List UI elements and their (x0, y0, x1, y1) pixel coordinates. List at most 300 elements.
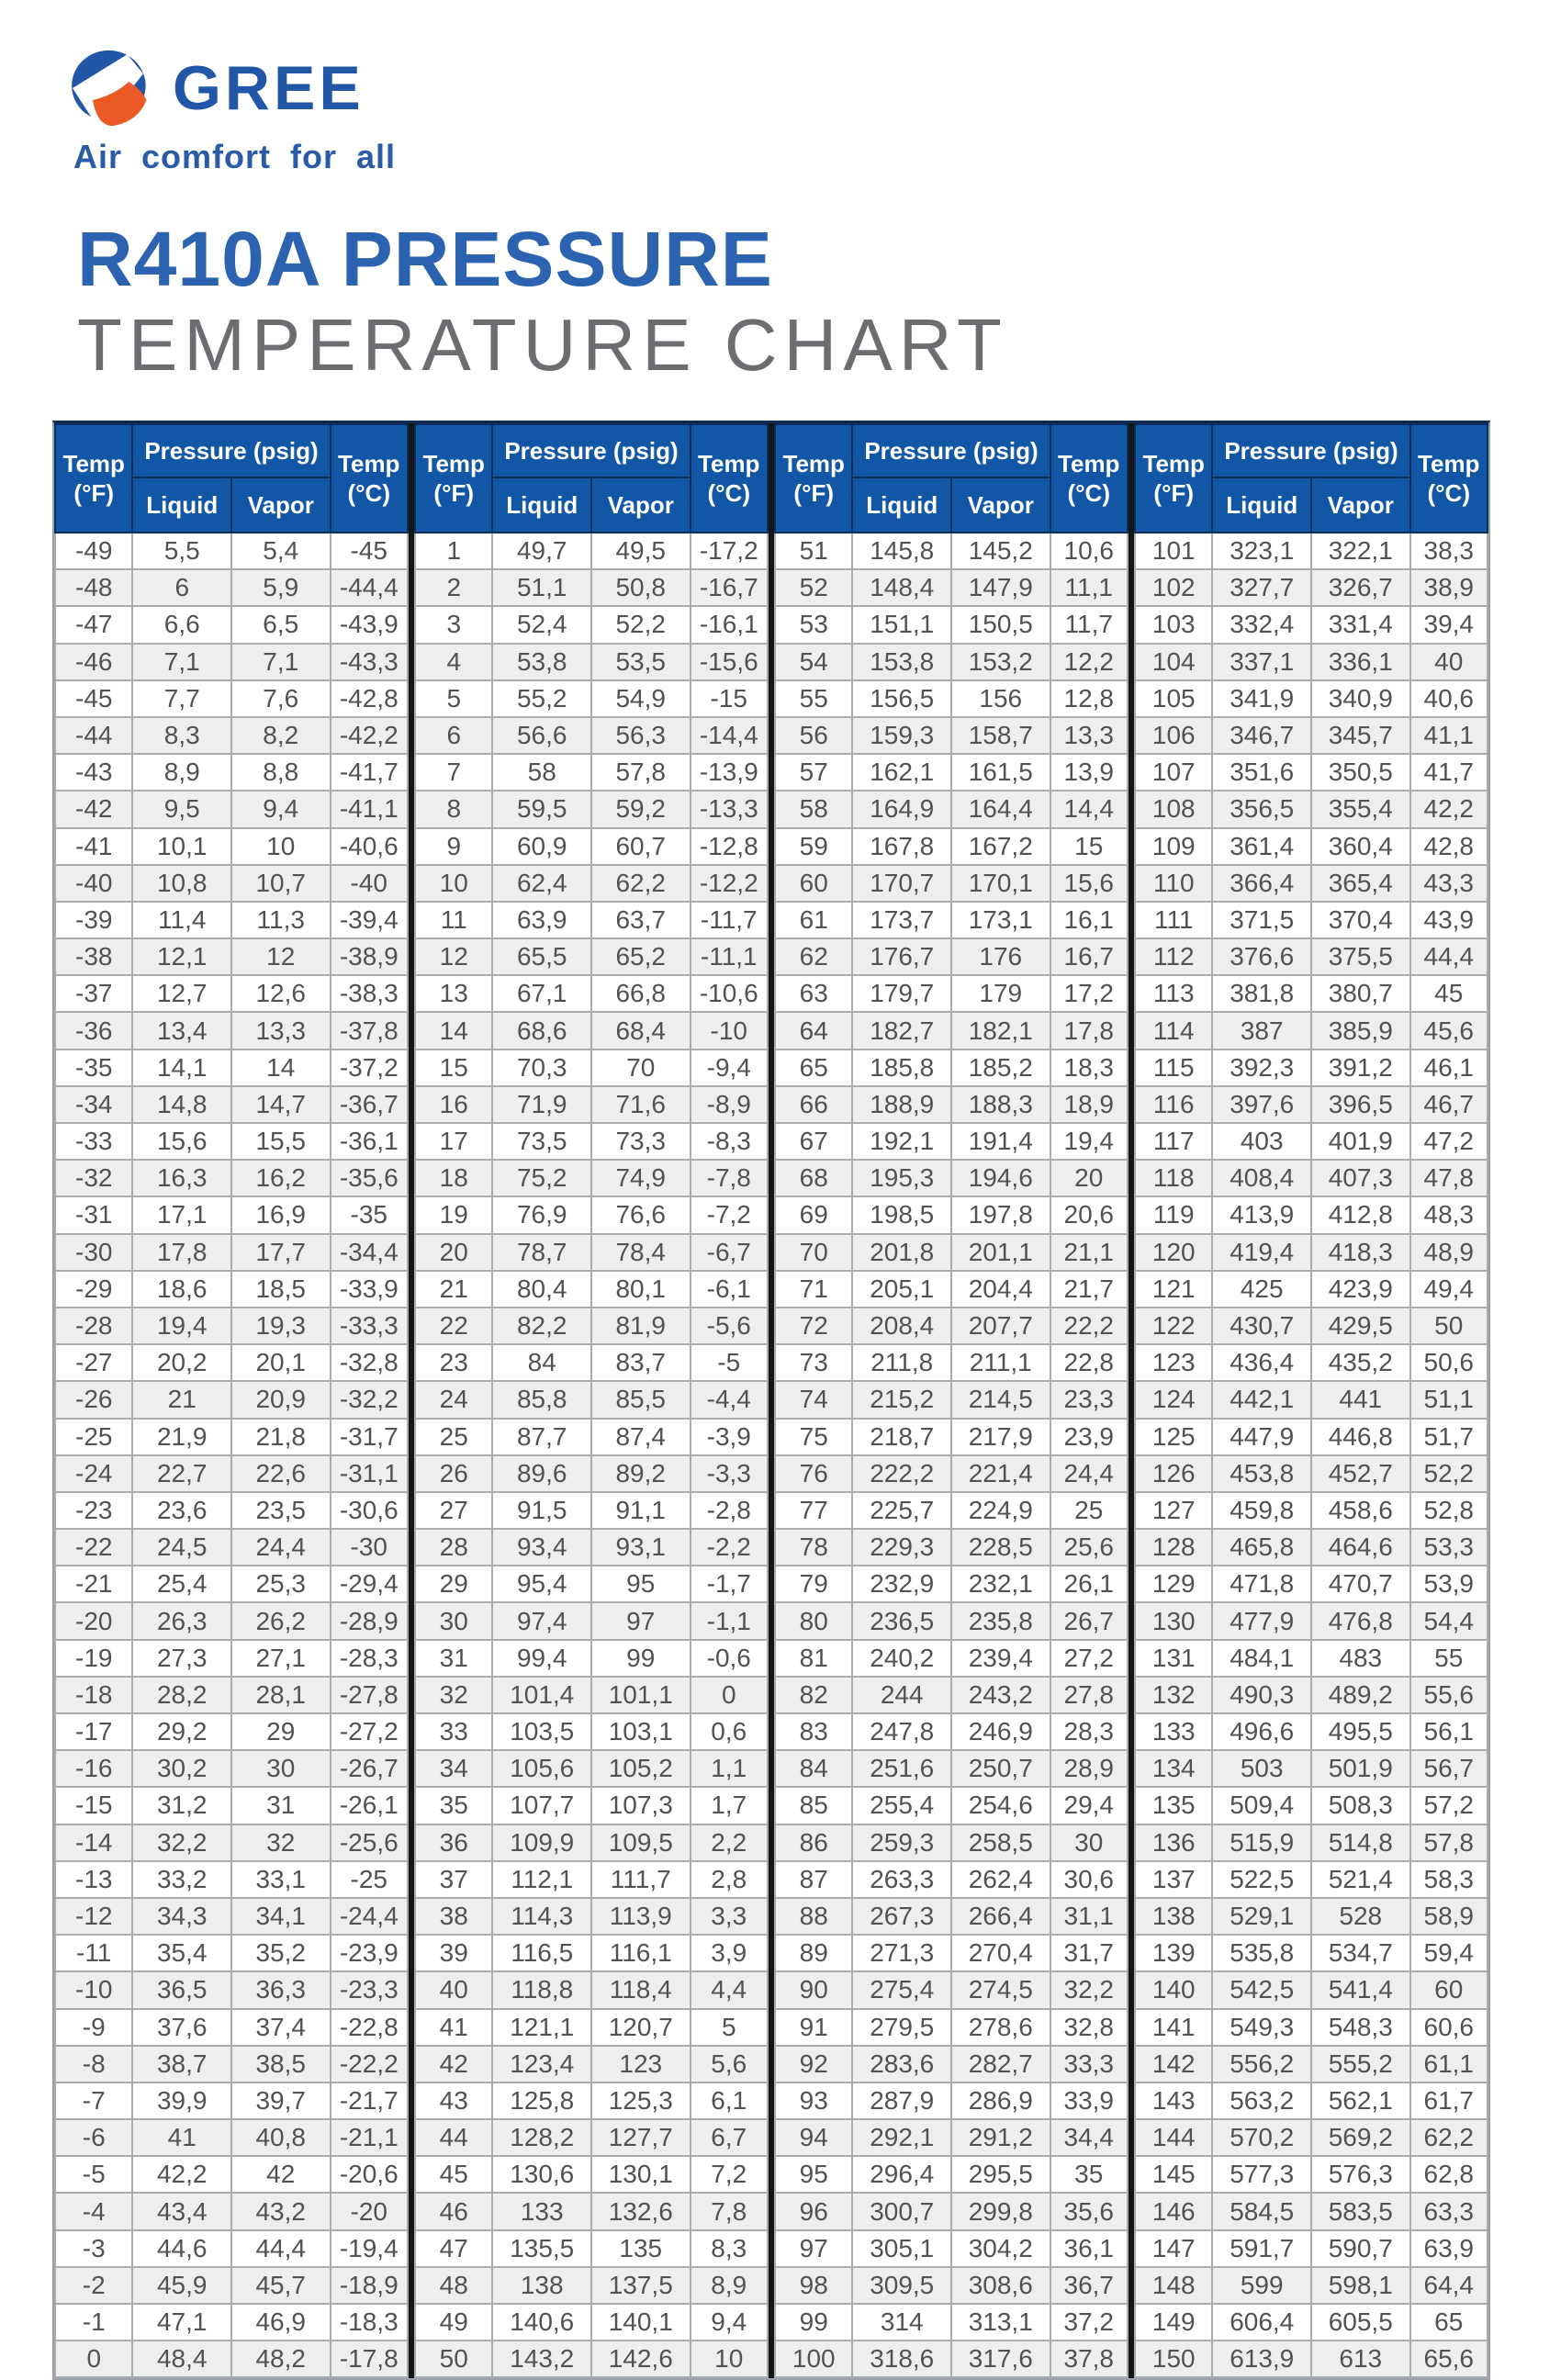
table-row (415, 1455, 768, 1492)
table-cell: 129 (1135, 1566, 1212, 1602)
table-cell: -1 (55, 2304, 132, 2341)
table-cell: 195,3 (852, 1160, 951, 1196)
table-row (55, 1713, 408, 1750)
table-cell: 86 (775, 1824, 852, 1861)
table-row (55, 865, 408, 902)
table-cell: 549,3 (1212, 2009, 1311, 2046)
table-cell: -35,6 (331, 1160, 409, 1196)
table-cell: 62,8 (1410, 2156, 1488, 2193)
table-cell: 11,1 (1050, 569, 1129, 606)
col-header-temp-f: Temp (°F) (1135, 424, 1212, 533)
table-cell: -23,3 (331, 1971, 409, 2008)
table-cell: 408,4 (1212, 1160, 1311, 1196)
table-cell: 91,1 (591, 1492, 691, 1529)
table-cell: 308,6 (951, 2267, 1050, 2304)
table-cell: -17,8 (331, 2341, 409, 2377)
table-cell: 0 (691, 1677, 769, 1713)
table-cell: 239,4 (951, 1640, 1050, 1677)
table-cell: 65 (1410, 2304, 1488, 2341)
table-row (775, 1160, 1128, 1196)
table-cell: 542,5 (1212, 1971, 1311, 2008)
table-cell: 24,5 (132, 1529, 231, 1566)
table-cell: -25,6 (331, 1824, 409, 1861)
table-cell: 496,6 (1212, 1713, 1311, 1750)
table-row (1135, 1196, 1488, 1233)
table-cell: 57,2 (1410, 1787, 1488, 1824)
table-cell: 46 (415, 2193, 492, 2229)
table-cell: 9 (415, 828, 492, 865)
table-cell: 38 (415, 1898, 492, 1935)
table-row (415, 1750, 768, 1787)
table-cell: 50 (1410, 1308, 1488, 1344)
table-row (775, 1529, 1128, 1566)
table-cell: 114 (1135, 1012, 1212, 1049)
table-cell: 429,5 (1311, 1308, 1410, 1344)
table-cell: 266,4 (951, 1898, 1050, 1935)
table-cell: -8,9 (691, 1086, 769, 1123)
table-row (55, 1196, 408, 1233)
table-cell: -6,1 (691, 1271, 769, 1308)
table-cell: 453,8 (1212, 1455, 1311, 1492)
table-cell: 132,6 (591, 2193, 691, 2229)
table-row (1135, 1344, 1488, 1381)
table-cell: 50,6 (1410, 1344, 1488, 1381)
table-row (415, 1529, 768, 1566)
table-cell: 173,1 (951, 902, 1050, 938)
table-cell: 109,5 (591, 1824, 691, 1861)
table-row (55, 791, 408, 827)
table-cell: 48 (415, 2267, 492, 2304)
table-cell: -36,7 (331, 1086, 409, 1123)
table-cell: 119 (1135, 1196, 1212, 1233)
table-cell: 84 (775, 1750, 852, 1787)
table-cell: 13,3 (231, 1012, 331, 1049)
table-row (415, 606, 768, 643)
table-cell: 197,8 (951, 1196, 1050, 1233)
table-cell: 75,2 (492, 1160, 591, 1196)
table-cell: 32,2 (1050, 1971, 1129, 2008)
table-cell: 240,2 (852, 1640, 951, 1677)
table-cell: 250,7 (951, 1750, 1050, 1787)
table-cell: 76 (775, 1455, 852, 1492)
table-cell: 9,5 (132, 791, 231, 827)
table-row (775, 2230, 1128, 2267)
table-cell: 123 (591, 2046, 691, 2082)
table-cell: 205,1 (852, 1271, 951, 1308)
table-cell: 21,1 (1050, 1234, 1129, 1271)
table-row (775, 1492, 1128, 1529)
table-cell: -32,2 (331, 1381, 409, 1418)
table-cell: 555,2 (1311, 2046, 1410, 2082)
table-cell: 346,7 (1212, 717, 1311, 754)
pt-table-3 (774, 423, 1129, 2378)
table-cell: 43,3 (1410, 865, 1488, 902)
table-row (55, 2304, 408, 2341)
table-row (415, 1640, 768, 1677)
table-cell: 459,8 (1212, 1492, 1311, 1529)
table-cell: 35,4 (132, 1935, 231, 1971)
table-cell: -33 (55, 1123, 132, 1160)
table-row (1135, 717, 1488, 754)
table-cell: 78,4 (591, 1234, 691, 1271)
table-cell: 54 (775, 644, 852, 680)
table-cell: 10,6 (1050, 533, 1129, 569)
table-cell: -45 (331, 533, 409, 569)
table-cell: 65,5 (492, 938, 591, 975)
table-row (415, 680, 768, 717)
table-cell: 361,4 (1212, 828, 1311, 865)
table-cell: 356,5 (1212, 791, 1311, 827)
table-cell: -36,1 (331, 1123, 409, 1160)
table-cell: -17,2 (691, 533, 769, 569)
table-cell: 25,3 (231, 1566, 331, 1602)
table-cell: 430,7 (1212, 1308, 1311, 1344)
table-cell: 10 (231, 828, 331, 865)
table-cell: 41 (415, 2009, 492, 2046)
table-cell: 37,6 (132, 2009, 231, 2046)
table-cell: -16,7 (691, 569, 769, 606)
table-cell: 194,6 (951, 1160, 1050, 1196)
table-cell: -25 (55, 1419, 132, 1455)
table-cell: 97,4 (492, 1602, 591, 1639)
col-header-vapor: Vapor (951, 477, 1050, 533)
table-cell: 142 (1135, 2046, 1212, 2082)
table-row (1135, 1012, 1488, 1049)
table-cell: 55,2 (492, 680, 591, 717)
table-cell: 130,1 (591, 2156, 691, 2193)
table-cell: -8 (55, 2046, 132, 2082)
table-cell: -4 (55, 2193, 132, 2229)
table-cell: 11,4 (132, 902, 231, 938)
table-row (55, 2267, 408, 2304)
table-row (775, 2046, 1128, 2082)
table-cell: 283,6 (852, 2046, 951, 2082)
table-cell: 36,1 (1050, 2230, 1129, 2267)
table-cell: 24,4 (1050, 1455, 1129, 1492)
table-row (415, 2304, 768, 2341)
table-cell: 17,2 (1050, 975, 1129, 1012)
table-cell: 16,7 (1050, 938, 1129, 975)
table-cell: 33,2 (132, 1861, 231, 1898)
table-row (1135, 1713, 1488, 1750)
table-cell: 12 (415, 938, 492, 975)
table-row (775, 2082, 1128, 2119)
table-row (415, 1898, 768, 1935)
table-cell: 351,6 (1212, 754, 1311, 791)
table-row (415, 2156, 768, 2193)
table-cell: 12,1 (132, 938, 231, 975)
table-cell: 15 (1050, 828, 1129, 865)
table-cell: 116,5 (492, 1935, 591, 1971)
table-row (1135, 754, 1488, 791)
table-cell: 71,9 (492, 1086, 591, 1123)
table-row (775, 2119, 1128, 2156)
table-row (1135, 1602, 1488, 1639)
table-cell: 217,9 (951, 1419, 1050, 1455)
table-cell: 304,2 (951, 2230, 1050, 2267)
table-cell: 20 (415, 1234, 492, 1271)
table-cell: -49 (55, 533, 132, 569)
table-cell: 153,8 (852, 644, 951, 680)
table-cell: 7,8 (691, 2193, 769, 2229)
table-cell: 577,3 (1212, 2156, 1311, 2193)
table-cell: 142,6 (591, 2341, 691, 2377)
table-cell: 569,2 (1311, 2119, 1410, 2156)
table-cell: 495,5 (1311, 1713, 1410, 1750)
table-cell: 97 (591, 1602, 691, 1639)
table-cell: 34 (415, 1750, 492, 1787)
table-cell: 327,7 (1212, 569, 1311, 606)
table-row (55, 1160, 408, 1196)
table-cell: -26,1 (331, 1787, 409, 1824)
table-cell: 47 (415, 2230, 492, 2267)
table-cell: 38,5 (231, 2046, 331, 2082)
table-cell: 31,1 (1050, 1898, 1129, 1935)
table-cell: 17,1 (132, 1196, 231, 1233)
table-row (415, 1123, 768, 1160)
table-cell: 60,7 (591, 828, 691, 865)
table-cell: -4,4 (691, 1381, 769, 1418)
table-row (415, 717, 768, 754)
table-cell: 12,2 (1050, 644, 1129, 680)
table-row (775, 1750, 1128, 1787)
table-cell: -38,3 (331, 975, 409, 1012)
table-cell: 563,2 (1212, 2082, 1311, 2119)
table-cell: -1,7 (691, 1566, 769, 1602)
table-cell: 113 (1135, 975, 1212, 1012)
table-cell: 87 (775, 1861, 852, 1898)
table-row (1135, 1935, 1488, 1971)
table-row (775, 1898, 1128, 1935)
table-cell: 224,9 (951, 1492, 1050, 1529)
table-cell: 46,7 (1410, 1086, 1488, 1123)
table-row (55, 1050, 408, 1086)
table-cell: 318,6 (852, 2341, 951, 2377)
table-cell: 19,4 (1050, 1123, 1129, 1160)
table-cell: 48,2 (231, 2341, 331, 2377)
table-cell: 63,9 (492, 902, 591, 938)
table-cell: 340,9 (1311, 680, 1410, 717)
table-row (55, 606, 408, 643)
table-cell: 232,9 (852, 1566, 951, 1602)
table-cell: -25 (331, 1861, 409, 1898)
table-cell: 31,7 (1050, 1935, 1129, 1971)
table-cell: 47,8 (1410, 1160, 1488, 1196)
table-cell: 381,8 (1212, 975, 1311, 1012)
table-cell: 244 (852, 1677, 951, 1713)
col-header-temp-c: Temp (°C) (331, 424, 409, 533)
table-cell: 130 (1135, 1602, 1212, 1639)
pt-table-group-2 (409, 423, 769, 2378)
table-cell: 56,7 (1410, 1750, 1488, 1787)
table-cell: 58 (775, 791, 852, 827)
table-cell: 13 (415, 975, 492, 1012)
table-cell: 42,8 (1410, 828, 1488, 865)
table-cell: 111 (1135, 902, 1212, 938)
table-cell: -13,9 (691, 754, 769, 791)
table-cell: 58,3 (1410, 1861, 1488, 1898)
table-row (415, 1012, 768, 1049)
table-cell: 18,9 (1050, 1086, 1129, 1123)
table-row (775, 1713, 1128, 1750)
table-cell: 584,5 (1212, 2193, 1311, 2229)
table-cell: 156,5 (852, 680, 951, 717)
table-cell: -44 (55, 717, 132, 754)
table-cell: 109,9 (492, 1824, 591, 1861)
table-cell: 8,2 (231, 717, 331, 754)
table-cell: 15,6 (1050, 865, 1129, 902)
table-cell: 48,3 (1410, 1196, 1488, 1233)
table-cell: 27 (415, 1492, 492, 1529)
table-cell: 71,6 (591, 1086, 691, 1123)
table-row (1135, 1861, 1488, 1898)
table-cell: 151,1 (852, 606, 951, 643)
table-cell: 8,9 (691, 2267, 769, 2304)
table-row (775, 569, 1128, 606)
table-cell: -14,4 (691, 717, 769, 754)
table-row (55, 1566, 408, 1602)
table-cell: 380,7 (1311, 975, 1410, 1012)
table-cell: 108 (1135, 791, 1212, 827)
table-cell: 45 (415, 2156, 492, 2193)
table-cell: 21,9 (132, 1419, 231, 1455)
table-cell: 401,9 (1311, 1123, 1410, 1160)
table-cell: 6,7 (691, 2119, 769, 2156)
table-cell: 317,6 (951, 2341, 1050, 2377)
table-cell: 73 (775, 1344, 852, 1381)
table-cell: 355,4 (1311, 791, 1410, 827)
table-cell: -27 (55, 1344, 132, 1381)
col-header-temp-f: Temp (°F) (415, 424, 492, 533)
table-cell: 392,3 (1212, 1050, 1311, 1086)
table-row (55, 2082, 408, 2119)
table-cell: 66 (775, 1086, 852, 1123)
table-cell: 26,1 (1050, 1566, 1129, 1602)
table-cell: 23,5 (231, 1492, 331, 1529)
table-cell: 51,1 (492, 569, 591, 606)
table-cell: 147 (1135, 2230, 1212, 2267)
table-cell: -24,4 (331, 1898, 409, 1935)
table-row (415, 2267, 768, 2304)
table-cell: -39 (55, 902, 132, 938)
table-cell: 140,1 (591, 2304, 691, 2341)
table-cell: -37 (55, 975, 132, 1012)
table-cell: 263,3 (852, 1861, 951, 1898)
table-cell: 57 (775, 754, 852, 791)
table-cell: 185,2 (951, 1050, 1050, 1086)
pt-table-group-1 (54, 423, 409, 2378)
table-cell: 55 (1410, 1640, 1488, 1677)
table-cell: 107,7 (492, 1787, 591, 1824)
table-cell: 40,6 (1410, 680, 1488, 717)
table-cell: 148,4 (852, 569, 951, 606)
table-cell: 128 (1135, 1529, 1212, 1566)
table-cell: 5,9 (231, 569, 331, 606)
table-cell: -42,8 (331, 680, 409, 717)
table-cell: 365,4 (1311, 865, 1410, 902)
table-cell: 446,8 (1311, 1419, 1410, 1455)
table-row (775, 1787, 1128, 1824)
table-cell: 185,8 (852, 1050, 951, 1086)
table-row (55, 1640, 408, 1677)
table-cell: 471,8 (1212, 1566, 1311, 1602)
table-cell: 104 (1135, 644, 1212, 680)
table-row (1135, 1308, 1488, 1344)
table-cell: 521,4 (1311, 1861, 1410, 1898)
table-cell: 17,8 (1050, 1012, 1129, 1049)
table-cell: 158,7 (951, 717, 1050, 754)
table-cell: 63 (775, 975, 852, 1012)
table-row (415, 1419, 768, 1455)
table-row (1135, 902, 1488, 938)
table-cell: 350,5 (1311, 754, 1410, 791)
table-cell: 2,2 (691, 1824, 769, 1861)
table-cell: 78,7 (492, 1234, 591, 1271)
table-cell: 275,4 (852, 1971, 951, 2008)
table-cell: 326,7 (1311, 569, 1410, 606)
table-cell: -42 (55, 791, 132, 827)
table-row (55, 2341, 408, 2377)
table-cell: 3,3 (691, 1898, 769, 1935)
table-cell: 29,4 (1050, 1787, 1129, 1824)
table-cell: 56,6 (492, 717, 591, 754)
table-cell: 80,4 (492, 1271, 591, 1308)
table-cell: 140,6 (492, 2304, 591, 2341)
table-cell: 33,1 (231, 1861, 331, 1898)
table-cell: 14 (231, 1050, 331, 1086)
table-cell: 548,3 (1311, 2009, 1410, 2046)
table-cell: 77 (775, 1492, 852, 1529)
table-cell: 599 (1212, 2267, 1311, 2304)
gree-logo-icon (70, 50, 152, 127)
table-row (1135, 680, 1488, 717)
table-cell: 22,7 (132, 1455, 231, 1492)
table-cell: 35,2 (231, 1935, 331, 1971)
table-cell: 118 (1135, 1160, 1212, 1196)
table-cell: -23 (55, 1492, 132, 1529)
table-cell: 99 (775, 2304, 852, 2341)
table-cell: 67,1 (492, 975, 591, 1012)
table-cell: 5,6 (691, 2046, 769, 2082)
table-cell: 188,9 (852, 1086, 951, 1123)
table-cell: 19,4 (132, 1308, 231, 1344)
table-cell: -27,2 (331, 1713, 409, 1750)
table-cell: 25 (415, 1419, 492, 1455)
table-cell: 32 (231, 1824, 331, 1861)
table-row (415, 975, 768, 1012)
table-cell: 314 (852, 2304, 951, 2341)
table-cell: 21,7 (1050, 1271, 1129, 1308)
table-cell: 188,3 (951, 1086, 1050, 1123)
table-cell: -12 (55, 1898, 132, 1935)
table-cell: 22,6 (231, 1455, 331, 1492)
table-cell: 53,9 (1410, 1566, 1488, 1602)
table-cell: 477,9 (1212, 1602, 1311, 1639)
brand-tagline: Air comfort for all (73, 138, 397, 175)
table-cell: 121 (1135, 1271, 1212, 1308)
table-row (415, 1492, 768, 1529)
table-cell: 28,2 (132, 1677, 231, 1713)
table-cell: 89,6 (492, 1455, 591, 1492)
table-row (1135, 1566, 1488, 1602)
table-cell: 76,9 (492, 1196, 591, 1233)
table-cell: 42,2 (1410, 791, 1488, 827)
table-cell: 236,5 (852, 1602, 951, 1639)
table-cell: 20,2 (132, 1344, 231, 1381)
table-cell: 11,3 (231, 902, 331, 938)
table-row (1135, 2193, 1488, 2229)
table-cell: -32,8 (331, 1344, 409, 1381)
